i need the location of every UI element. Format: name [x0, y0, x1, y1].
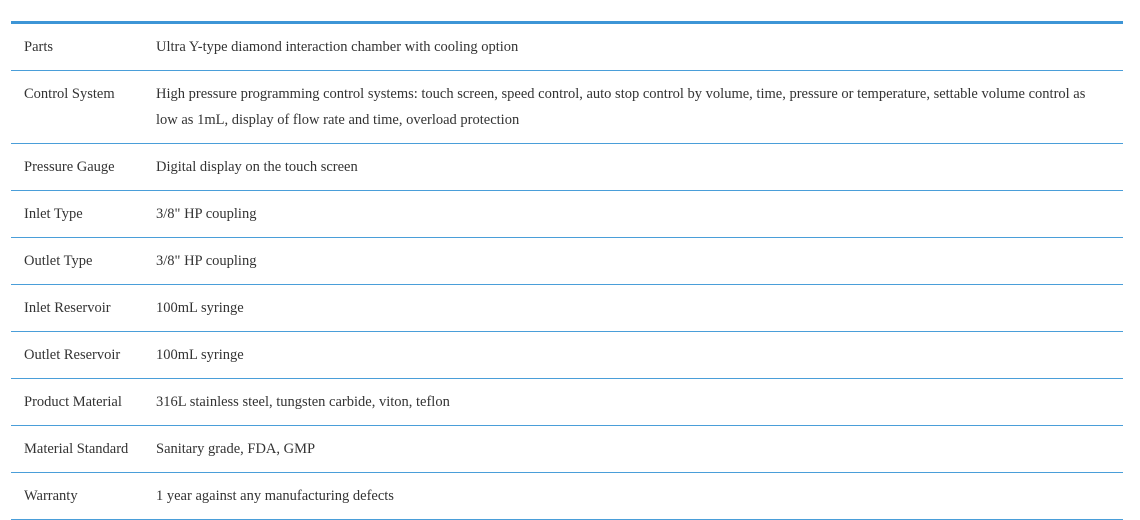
- table-row: [11, 24, 1123, 71]
- table-row: [11, 332, 1123, 379]
- spec-label: Material Standard: [11, 426, 145, 473]
- table-row: [11, 379, 1123, 426]
- spec-label: Inlet Type: [11, 191, 145, 238]
- spec-value: High pressure programming control systems: touch screen, speed control, auto stop control by volume, time, pressure or temperature, settable volume control as low as 1mL, display of flow rate and time, overload protection: [145, 71, 1123, 144]
- table-row: [11, 238, 1123, 285]
- table-row: [11, 285, 1123, 332]
- table-row: [11, 144, 1123, 191]
- spec-value: 3/8" HP coupling: [145, 238, 1123, 285]
- table-row: [11, 71, 1123, 144]
- spec-label: Product Material: [11, 379, 145, 426]
- table-row: [11, 473, 1123, 520]
- spec-label: Outlet Type: [11, 238, 145, 285]
- table-row: [11, 426, 1123, 473]
- spec-value: Digital display on the touch screen: [145, 144, 1123, 191]
- spec-value: Sanitary grade, FDA, GMP: [145, 426, 1123, 473]
- spec-label: Warranty: [11, 473, 145, 520]
- spec-value: Ultra Y-type diamond interaction chamber with cooling option: [145, 24, 1123, 71]
- spec-value: 316L stainless steel, tungsten carbide, viton, teflon: [145, 379, 1123, 426]
- spec-value: 100mL syringe: [145, 332, 1123, 379]
- spec-value: 3/8" HP coupling: [145, 191, 1123, 238]
- spec-value: 100mL syringe: [145, 285, 1123, 332]
- spec-label: Pressure Gauge: [11, 144, 145, 191]
- spec-table-container: [11, 21, 1123, 520]
- spec-table: [11, 24, 1123, 520]
- spec-label: Parts: [11, 24, 145, 71]
- spec-label: Control System: [11, 71, 145, 144]
- table-row: [11, 191, 1123, 238]
- spec-value: 1 year against any manufacturing defects: [145, 473, 1123, 520]
- spec-label: Outlet Reservoir: [11, 332, 145, 379]
- spec-label: Inlet Reservoir: [11, 285, 145, 332]
